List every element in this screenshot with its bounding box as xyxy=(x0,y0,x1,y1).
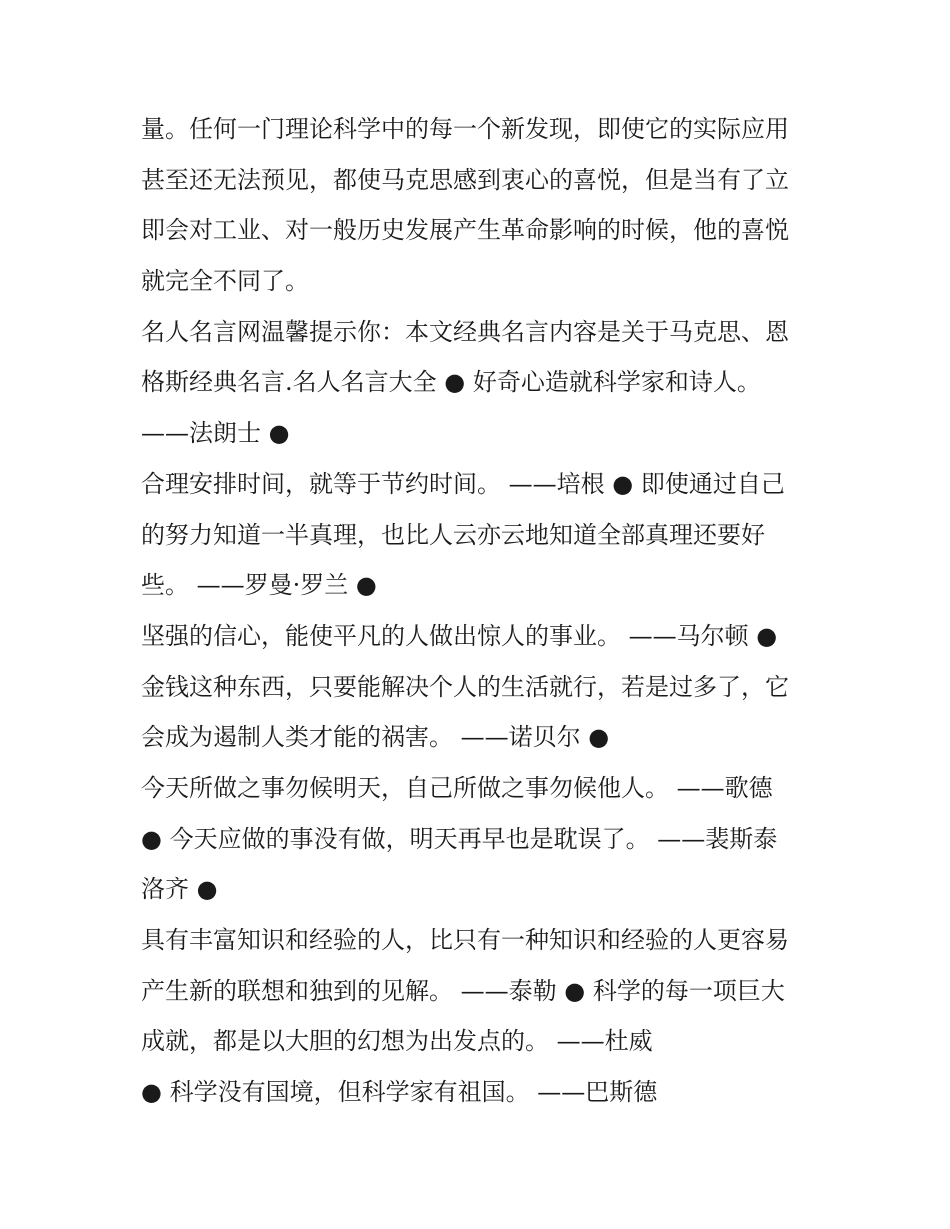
text-line: 即会对工业、对一般历史发展产生革命影响的时候，他的喜悦 xyxy=(141,216,789,245)
text-line: 格斯经典名言.名人名言大全 ● 好奇心造就科学家和诗人。 xyxy=(141,368,761,397)
text-line: 今天所做之事勿候明天，自己所做之事勿候他人。 ——歌德 xyxy=(141,773,773,802)
text-line: ● 科学没有国境，但科学家有祖国。 ——巴斯德 xyxy=(141,1078,658,1107)
text-line: 产生新的联想和独到的见解。 ——泰勒 ● 科学的每一项巨大 xyxy=(141,976,785,1005)
text-line: 就完全不同了。 xyxy=(141,267,309,296)
text-line: 具有丰富知识和经验的人，比只有一种知识和经验的人更容易 xyxy=(141,926,789,954)
text-line: 会成为遏制人类才能的祸害。 ——诺贝尔 ● xyxy=(141,723,610,752)
text-line: 名人名言网温馨提示你：本文经典名言内容是关于马克思、恩 xyxy=(141,317,789,346)
text-line: 洛齐 ● xyxy=(141,875,218,904)
text-line: 成就，都是以大胆的幻想为出发点的。 ——杜威 xyxy=(141,1027,653,1056)
text-line: 量。任何一门理论科学中的每一个新发现，即使它的实际应用 xyxy=(141,115,789,143)
body-text xyxy=(141,104,821,1118)
text-line: 金钱这种东西，只要能解决个人的生活就行，若是过多了，它 xyxy=(141,672,789,701)
text-line: 的努力知道一半真理，也比人云亦云地知道全部真理还要好 xyxy=(141,520,765,549)
text-line: ● 今天应做的事没有做，明天再早也是耽误了。 ——裴斯泰 xyxy=(141,824,778,853)
text-line: 甚至还无法预见，都使马克思感到衷心的喜悦，但是当有了立 xyxy=(141,165,789,194)
text-line: 合理安排时间，就等于节约时间。 ——培根 ● 即使通过自己 xyxy=(141,469,785,498)
text-line: 坚强的信心，能使平凡的人做出惊人的事业。 ——马尔顿 ● xyxy=(141,621,778,650)
text-line: 些。 ——罗曼·罗兰 ● xyxy=(141,571,377,600)
text-line: ——法朗士 ● xyxy=(141,419,290,448)
